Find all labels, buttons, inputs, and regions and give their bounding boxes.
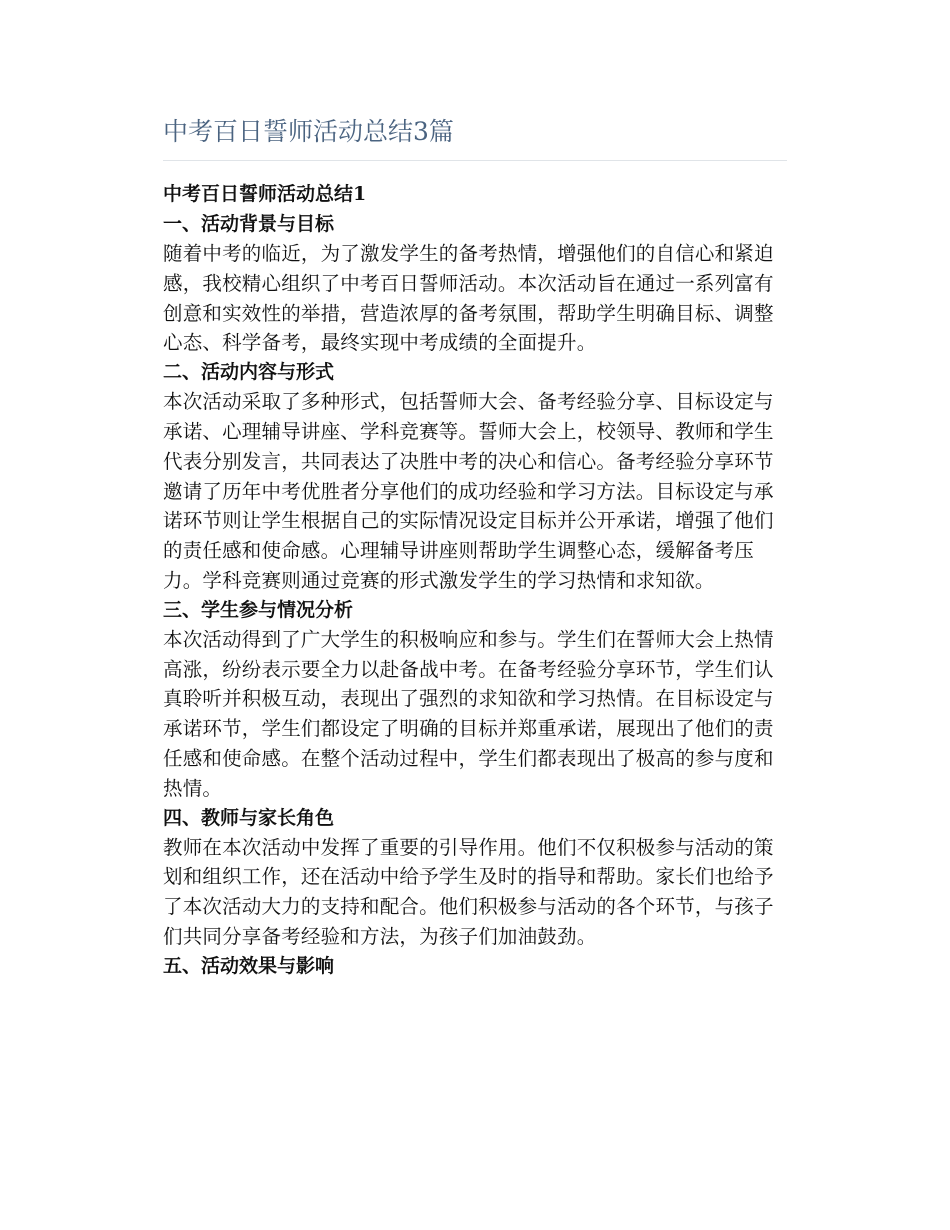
- section-paragraph-4: 教师在本次活动中发挥了重要的引导作用。他们不仅积极参与活动的策划和组织工作，还在活动中给予学生及时的指导和帮助。家长们也给予了本次活动大力的支持和配合。他们积极参与活动的各个环节，与孩子们共同分享备考经验和方法，为孩子们加油鼓劲。: [163, 835, 774, 948]
- section-heading-1: 一、活动背景与目标: [163, 213, 335, 235]
- section-heading-3: 三、学生参与情况分析: [163, 598, 354, 621]
- document-body: [163, 179, 791, 981]
- section-paragraph-2: 本次活动采取了多种形式，包括誓师大会、备考经验分享、目标设定与承诺、心理辅导讲座、学科竞赛等。誓师大会上，校领导、教师和学生代表分别发言，共同表达了决胜中考的决心和信心。备考经验分享环节邀请了历年中考优胜者分享他们的成功经验和学习方法。目标设定与承诺环节则让学生根据自己的实际情况设定目标并公开承诺，增强了他们的责任感和使命感。心理辅导讲座则帮助学生调整心态，缓解备考压力。学科竞赛则通过竞赛的形式激发学生的学习热情和求知欲。: [163, 390, 774, 592]
- section-paragraph-1: 随着中考的临近，为了激发学生的备考热情，增强他们的自信心和紧迫感，我校精心组织了中考百日誓师活动。本次活动旨在通过一系列富有创意和实效性的举措，营造浓厚的备考氛围，帮助学生明确目标、调整心态、科学备考，最终实现中考成绩的全面提升。: [163, 242, 774, 355]
- article-subtitle: 中考百日誓师活动总结1: [163, 183, 367, 205]
- document-title: 中考百日誓师活动总结3篇: [163, 117, 454, 146]
- section-heading-5: 五、活动效果与影响: [163, 954, 335, 977]
- section-heading-2: 二、活动内容与形式: [163, 361, 335, 384]
- section-paragraph-3: 本次活动得到了广大学生的积极响应和参与。学生们在誓师大会上热情高涨，纷纷表示要全力以赴备战中考。在备考经验分享环节，学生们认真聆听并积极互动，表现出了强烈的求知欲和学习热情。在目标设定与承诺环节，学生们都设定了明确的目标并郑重承诺，展现出了他们的责任感和使命感。在整个活动过程中，学生们都表现出了极高的参与度和热情。: [163, 627, 774, 800]
- title-divider: [163, 160, 787, 161]
- section-heading-4: 四、教师与家长角色: [163, 806, 335, 829]
